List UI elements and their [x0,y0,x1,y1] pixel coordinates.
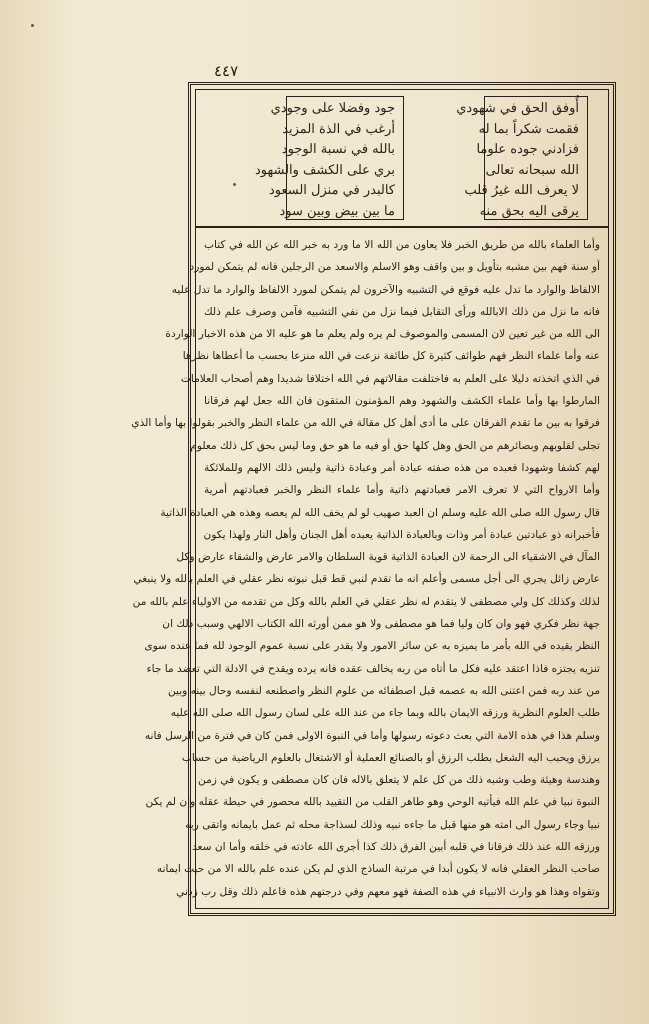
poem-line: يرقى اليه بحق منه [479,203,579,219]
text-line: تنزيه يجتزه فاذا اعتقد عليه فكل ما أتاه من ربه يخالف عقده فانه يرده ويقدح في الادلة التي تعضد ما جاء [146,662,600,675]
text-line: المآل في الاشقياء الى الرحمة لان العبادة الذاتية قوية السلطان والامر عارض والشقاء عارض وكل [176,551,600,564]
poem-line: أُوفق الحق في شهودي [456,101,579,116]
text-line: عنه وأما علماء النظر فهم طوائف كثيرة كل طائفة نزعت في الله منزعا بحسب ما أعطاها نظرها [182,350,600,363]
text-line: النظر يقيده في الله بأمر ما يميزه به عن سائر الامور ولا يقدر على نسبة عموم الوجود لله فما عنده سوى [144,640,600,653]
text-line: لذلك وكذلك كل ولي مصطفى لا يتقدم له نظر عقلي في العلم بالله وكل من تقدمه من الاولياء علم بالله من [132,595,600,608]
ink-speck [31,24,34,27]
text-line: في الذي اتخذته دليلا على العلم به فاختلفت مقالاتهم في الله اختلافا شديدا وهم أصحاب العلامات [180,372,600,385]
poem-line: لا يعرف الله غيرُ قلب [464,183,579,198]
text-line: فانه ما نزل من ذلك الابالله ورأى التقابل فيما نزل من نفي التشبيه فآمن وصرف علم ذلك [204,305,600,318]
body-text [131,234,600,902]
poem-line: بري على الكشف والشهود [254,162,395,178]
text-line: صاحب النظر العقلي فانه لا يكون أبدا في مرتبة الساذج الذي لم يكن عنده علم بالله الا من حيث ايمانه [156,863,600,876]
text-line: الالفاظ والوارد ما تدل عليه فوقع في التشبيه والآخرون لم يتمكن لمورد الالفاظ والوارد ما تدل عليه [171,283,600,296]
page-frame-inner [131,89,609,909]
page-frame [131,82,616,916]
text-line: من عند ربه فمن اعتنى الله به عصمه قبل اصطفائه من علوم النظر واصطنعه لنفسه وحال بينه وبين [167,684,600,697]
text-line: عارض زائل يجري الى أجل مسمى وأعلم انه ما تقدم لنبي قط قبل نبوته نظر عقلي في العلم بالله ولا ينبغي [133,573,600,586]
text-line: وأما الارواح التي لا تعرف الامر فعبادتهم ذاتية وأما علماء النظر والخبر فعبادتهم أمرية [204,484,600,497]
poem-line: ما بين بيض وبين سود [279,203,395,219]
text-line: النبوة نبيا في علم الله فيأتيه الوحي وهو طاهر القلب من التقييد بالله محصور في حيطة عقله وان لم يكن [145,796,600,809]
poem-line: أرغب في الذة المزيد [282,121,395,137]
page-number: ٤٤٧ [214,62,239,80]
poem-line: فقمت شكراً بما له [478,121,579,137]
poem-line: الله سبحانه تعالى [485,162,579,178]
poem-line: جود وفضلا على وجودي [270,101,395,116]
text-line: طلب العلوم النظرية ورزقه الايمان بالله وبما جاء من عند الله على لسان رسول الله صلى الله عليه [170,707,600,720]
text-line: يرزق ويحبب اليه الشغل بطلب الرزق أو بالصنائع العملية أو الاشتغال بالعلوم الرياضية من حساب [181,751,600,764]
text-line: وسلم هذا في هذه الامة التي بعث دعوته رسولها وأما في النبوة الاولى فمن كان في فترة من الرسل فانه [144,729,600,742]
text-line: تجلى لقلوبهم وبصائرهم من الحق وهل كلها حق أو فيه ما هو حق وما ليس بحق كل ذلك معلوم [190,439,600,452]
text-line: أو سنة فهم بين مشبه بتأويل و بين واقف وهو الاسلم والاسعد من الرجلين فانه لم يتمكن لمورد [189,261,600,274]
text-line: وتقواه وهذا هو وارث الانبياء في هذه الصفة فهو معهم وفي درجتهم هذه فاعلم ذلك وقل رب زدني [176,885,600,898]
text-line: قال رسول الله صلى الله عليه وسلم ان العبد صهيب لو لم يخف الله لم يعصه وهذه هي العبادة الذاتية [160,506,600,519]
text-line: لهم كشفا وشهودا فعبده من هذه صفته عبادة أمر وعبادة ذاتية وليس ذلك الالهم وللملائكة [204,461,600,474]
text-line: جهة نظر فكري فهو وان كان وليا فما هو مصطفى ولا هو ممن أورثه الله الكتاب الالهي وسبب ذلك ان [162,618,600,631]
poem-section [196,90,608,228]
text-line: فأخبرانه ذو عبادتين عبادة أمر وذات وبالعبادة الذاتية يعبده أهل الجنان وأهل النار ولهذا يكون [203,528,600,541]
poem-line: فزادني جوده علوما [476,142,579,157]
text-line: المارطوا بها وأما علماء الكشف والشهود وهم المؤمنون المتقون فان الله جعل لهم فرقانا [204,395,600,408]
text-line: ورزقه الله عند ذلك فرقانا في قلبه أبين الفرق ذلك كذا أجرى الله عادته في خلقه وأما ان سعد [191,841,600,854]
text-line: فرقوا به بين ما تقدم الفرقان على ما أدى أهل كل مقالة في الله من علماء النظر والخبر بقولوا بها وأما الذي [131,417,600,430]
text-line: وهندسة وهيئة وطب وشبه ذلك من كل علم لا يتعلق بالاله فان كان مصطفى و يكون في زمن [198,774,600,787]
poem-right-column [456,96,588,220]
poem-left-column [254,96,404,220]
text-line: الى الله من غير تعين لان المسمى والموصوف لم يره ولم يعلم ما هو عليه الا من هذه الاخبار الواردة [165,328,600,341]
text-line: وأما العلماء بالله من طريق الخبر فلا يعاون من الله الا ما ورد به خبر الله عن الله في كتاب [204,239,600,251]
poem-line: بالله في نسبة الوجود [281,142,395,157]
poem-line: كالبدر في منزل السعود [268,183,395,198]
text-line: نبيا وجاء رسول الى امته هو منها قبل ما جاءه نبيه وذلك لسذاجة محله ثم عمل بايمانه واتقى ربه [185,818,600,831]
